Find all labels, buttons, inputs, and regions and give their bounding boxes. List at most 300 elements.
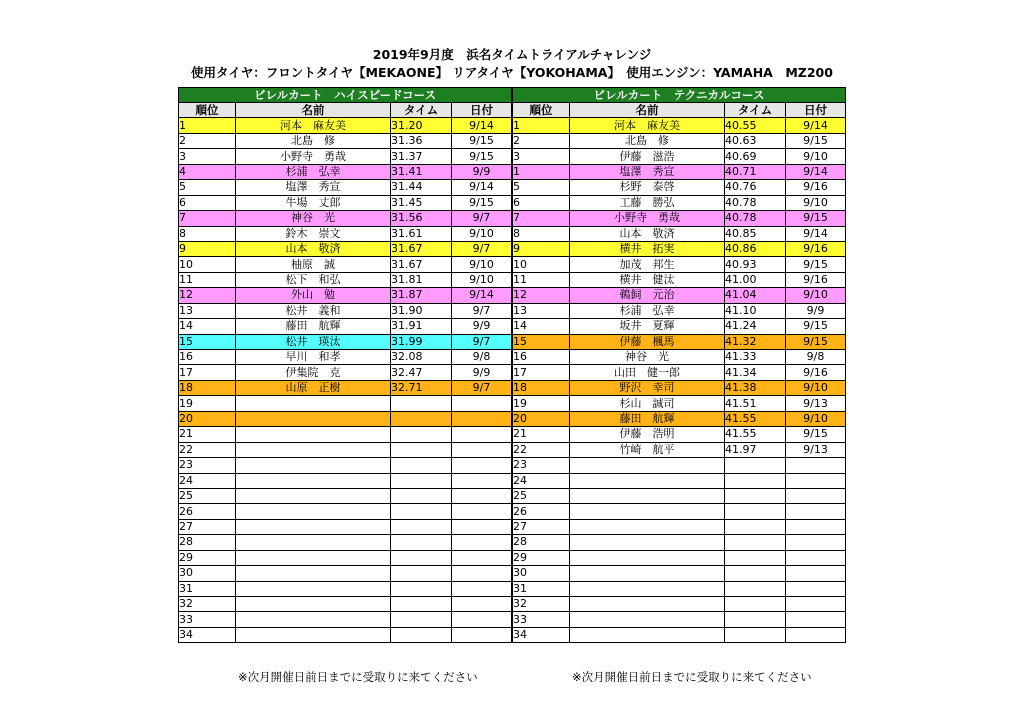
table-row xyxy=(513,118,846,133)
rank-cell: 9 xyxy=(179,241,236,256)
table-row xyxy=(513,288,846,303)
column-header-date: 日付 xyxy=(786,103,846,118)
table-row xyxy=(513,473,846,488)
name-cell: 藤田 航輝 xyxy=(236,319,391,334)
rank-cell: 26 xyxy=(513,504,570,519)
time-cell: 40.76 xyxy=(725,180,786,195)
time-cell xyxy=(725,488,786,503)
rank-cell: 4 xyxy=(179,164,236,179)
footer-note-left: ※次月開催日前日までに受取りに来てください xyxy=(238,670,478,684)
rank-cell: 18 xyxy=(179,380,236,395)
name-cell: 加茂 邦生 xyxy=(570,257,725,272)
rank-cell: 29 xyxy=(513,550,570,565)
rank-cell: 18 xyxy=(513,380,570,395)
time-cell xyxy=(391,612,452,627)
date-cell: 9/15 xyxy=(452,133,512,148)
rank-cell: 13 xyxy=(513,303,570,318)
rank-cell: 5 xyxy=(513,180,570,195)
rank-cell: 34 xyxy=(513,627,570,642)
name-cell xyxy=(570,627,725,642)
time-cell xyxy=(391,550,452,565)
name-cell: 山田 健一郎 xyxy=(570,365,725,380)
time-cell xyxy=(391,427,452,442)
rank-cell: 25 xyxy=(513,488,570,503)
date-cell xyxy=(452,550,512,565)
table-row xyxy=(179,319,512,334)
name-cell xyxy=(570,519,725,534)
table-row xyxy=(513,133,846,148)
table-row xyxy=(179,581,512,596)
rank-cell: 12 xyxy=(179,288,236,303)
name-cell: 横井 健汰 xyxy=(570,272,725,287)
date-cell xyxy=(786,612,846,627)
rank-cell: 1 xyxy=(513,118,570,133)
time-cell xyxy=(725,504,786,519)
time-cell xyxy=(391,535,452,550)
table-row xyxy=(513,272,846,287)
name-cell xyxy=(570,458,725,473)
rank-cell: 34 xyxy=(179,627,236,642)
date-cell xyxy=(786,566,846,581)
date-cell: 9/10 xyxy=(452,257,512,272)
time-cell xyxy=(391,442,452,457)
rank-cell: 30 xyxy=(513,566,570,581)
rank-cell: 13 xyxy=(179,303,236,318)
table-row xyxy=(513,612,846,627)
rank-cell: 17 xyxy=(513,365,570,380)
date-cell: 9/10 xyxy=(786,411,846,426)
date-cell: 9/16 xyxy=(786,272,846,287)
rank-cell: 20 xyxy=(513,411,570,426)
name-cell xyxy=(570,612,725,627)
name-cell xyxy=(236,550,391,565)
name-cell: 鵜飼 元治 xyxy=(570,288,725,303)
time-cell xyxy=(391,519,452,534)
rank-cell: 29 xyxy=(179,550,236,565)
rank-cell: 24 xyxy=(179,473,236,488)
table-row xyxy=(179,241,512,256)
table-row xyxy=(179,226,512,241)
table-row xyxy=(179,519,512,534)
rank-cell: 32 xyxy=(513,597,570,612)
table-row xyxy=(513,458,846,473)
date-cell: 9/10 xyxy=(786,288,846,303)
table-row xyxy=(179,149,512,164)
date-cell: 9/15 xyxy=(786,334,846,349)
date-cell: 9/13 xyxy=(786,396,846,411)
rank-cell: 21 xyxy=(513,427,570,442)
table-row xyxy=(513,581,846,596)
time-cell xyxy=(391,581,452,596)
table-row xyxy=(179,118,512,133)
time-cell xyxy=(725,627,786,642)
time-cell xyxy=(725,458,786,473)
name-cell xyxy=(236,566,391,581)
time-cell: 31.20 xyxy=(391,118,452,133)
time-cell xyxy=(725,473,786,488)
time-cell: 31.36 xyxy=(391,133,452,148)
table-row xyxy=(513,319,846,334)
rank-cell: 16 xyxy=(179,350,236,365)
table-row xyxy=(179,597,512,612)
name-cell xyxy=(236,427,391,442)
time-cell: 41.10 xyxy=(725,303,786,318)
time-cell: 31.67 xyxy=(391,257,452,272)
table-row xyxy=(513,411,846,426)
name-cell: 竹崎 航平 xyxy=(570,442,725,457)
table-row xyxy=(513,180,846,195)
time-cell: 31.37 xyxy=(391,149,452,164)
rank-cell: 15 xyxy=(513,334,570,349)
time-cell: 31.67 xyxy=(391,241,452,256)
date-cell xyxy=(452,442,512,457)
date-cell xyxy=(452,427,512,442)
rank-cell: 21 xyxy=(179,427,236,442)
date-cell: 9/8 xyxy=(786,350,846,365)
name-cell xyxy=(570,535,725,550)
date-cell xyxy=(452,581,512,596)
table-row xyxy=(179,288,512,303)
time-cell: 41.97 xyxy=(725,442,786,457)
name-cell: 伊集院 克 xyxy=(236,365,391,380)
date-cell: 9/16 xyxy=(786,180,846,195)
table-row xyxy=(179,566,512,581)
course-title: ビレルカート ハイスピードコース xyxy=(179,88,512,103)
time-cell: 32.08 xyxy=(391,350,452,365)
column-header-name: 名前 xyxy=(570,103,725,118)
time-cell: 32.71 xyxy=(391,380,452,395)
date-cell xyxy=(786,458,846,473)
rank-cell: 25 xyxy=(179,488,236,503)
time-cell: 31.61 xyxy=(391,226,452,241)
name-cell: 横井 拓実 xyxy=(570,241,725,256)
table-row xyxy=(513,380,846,395)
date-cell: 9/15 xyxy=(452,195,512,210)
rank-cell: 19 xyxy=(513,396,570,411)
date-cell: 9/14 xyxy=(786,164,846,179)
name-cell xyxy=(570,473,725,488)
date-cell: 9/7 xyxy=(452,303,512,318)
name-cell xyxy=(236,597,391,612)
date-cell: 9/10 xyxy=(786,195,846,210)
name-cell: 河本 麻友美 xyxy=(236,118,391,133)
page-subtitle: 使用タイヤ：フロントタイヤ【MEKAONE】 リアタイヤ【YOKOHAMA】 使用エンジン：YAMAHA MZ200 xyxy=(191,65,833,80)
table-row xyxy=(513,535,846,550)
time-cell xyxy=(391,411,452,426)
name-cell: 小野寺 勇哉 xyxy=(236,149,391,164)
name-cell xyxy=(570,488,725,503)
date-cell: 9/14 xyxy=(786,226,846,241)
name-cell: 塩澤 秀宣 xyxy=(236,180,391,195)
name-cell xyxy=(236,411,391,426)
rank-cell: 24 xyxy=(513,473,570,488)
time-cell xyxy=(391,597,452,612)
time-cell: 41.32 xyxy=(725,334,786,349)
time-cell: 31.56 xyxy=(391,211,452,226)
time-cell xyxy=(725,581,786,596)
date-cell: 9/9 xyxy=(786,303,846,318)
date-cell xyxy=(786,535,846,550)
name-cell xyxy=(236,504,391,519)
time-cell: 41.38 xyxy=(725,380,786,395)
time-cell xyxy=(725,597,786,612)
name-cell xyxy=(236,535,391,550)
date-cell: 9/9 xyxy=(452,164,512,179)
table-row xyxy=(513,442,846,457)
name-cell: 杉浦 弘幸 xyxy=(570,303,725,318)
time-cell: 41.55 xyxy=(725,411,786,426)
table-row xyxy=(513,488,846,503)
date-cell: 9/7 xyxy=(452,211,512,226)
table-row xyxy=(513,149,846,164)
footer-note-right: ※次月開催日前日までに受取りに来てください xyxy=(572,670,812,684)
time-cell: 31.45 xyxy=(391,195,452,210)
table-row xyxy=(179,458,512,473)
date-cell xyxy=(786,473,846,488)
table-row xyxy=(179,350,512,365)
name-cell: 山原 正樹 xyxy=(236,380,391,395)
name-cell: 野沢 幸司 xyxy=(570,380,725,395)
name-cell: 柚原 誠 xyxy=(236,257,391,272)
date-cell: 9/7 xyxy=(452,380,512,395)
name-cell: 松井 瑛汰 xyxy=(236,334,391,349)
date-cell: 9/10 xyxy=(452,272,512,287)
rank-cell: 17 xyxy=(179,365,236,380)
table-row xyxy=(179,180,512,195)
column-header-time: タイム xyxy=(725,103,786,118)
date-cell xyxy=(786,504,846,519)
name-cell xyxy=(570,581,725,596)
table-row xyxy=(513,303,846,318)
table-row xyxy=(513,519,846,534)
time-cell xyxy=(391,458,452,473)
rank-cell: 33 xyxy=(179,612,236,627)
date-cell: 9/9 xyxy=(452,319,512,334)
time-cell: 40.69 xyxy=(725,149,786,164)
date-cell xyxy=(452,566,512,581)
rank-cell: 6 xyxy=(513,195,570,210)
name-cell: 松井 義和 xyxy=(236,303,391,318)
time-cell: 32.47 xyxy=(391,365,452,380)
name-cell: 山本 敬済 xyxy=(236,241,391,256)
time-cell: 31.44 xyxy=(391,180,452,195)
date-cell: 9/14 xyxy=(452,288,512,303)
time-cell: 31.99 xyxy=(391,334,452,349)
time-cell xyxy=(725,519,786,534)
time-cell: 41.34 xyxy=(725,365,786,380)
time-cell: 41.33 xyxy=(725,350,786,365)
table-row xyxy=(179,303,512,318)
table-row xyxy=(179,257,512,272)
date-cell xyxy=(452,519,512,534)
name-cell: 牛場 丈郎 xyxy=(236,195,391,210)
table-row xyxy=(179,550,512,565)
column-header-date: 日付 xyxy=(452,103,512,118)
date-cell xyxy=(452,535,512,550)
time-cell xyxy=(391,566,452,581)
date-cell: 9/15 xyxy=(452,149,512,164)
date-cell: 9/7 xyxy=(452,334,512,349)
table-row xyxy=(513,504,846,519)
date-cell: 9/10 xyxy=(786,380,846,395)
table-row xyxy=(179,442,512,457)
date-cell: 9/15 xyxy=(786,211,846,226)
rank-cell: 14 xyxy=(179,319,236,334)
date-cell xyxy=(786,627,846,642)
rank-cell: 5 xyxy=(179,180,236,195)
date-cell xyxy=(452,627,512,642)
rank-cell: 10 xyxy=(179,257,236,272)
name-cell: 山本 敬済 xyxy=(570,226,725,241)
rank-cell: 10 xyxy=(513,257,570,272)
name-cell: 神谷 光 xyxy=(236,211,391,226)
name-cell: 杉山 誠司 xyxy=(570,396,725,411)
table-row xyxy=(513,427,846,442)
name-cell: 伊藤 浩明 xyxy=(570,427,725,442)
name-cell: 早川 和孝 xyxy=(236,350,391,365)
table-row xyxy=(179,473,512,488)
rank-cell: 22 xyxy=(513,442,570,457)
high-speed-course-table xyxy=(178,87,512,643)
date-cell: 9/14 xyxy=(452,180,512,195)
date-cell xyxy=(452,612,512,627)
rank-cell: 16 xyxy=(513,350,570,365)
table-row xyxy=(179,504,512,519)
column-header-rank: 順位 xyxy=(513,103,570,118)
table-row xyxy=(179,365,512,380)
rank-cell: 7 xyxy=(513,211,570,226)
time-cell: 31.41 xyxy=(391,164,452,179)
name-cell: 松下 和弘 xyxy=(236,272,391,287)
table-row xyxy=(179,627,512,642)
time-cell xyxy=(725,550,786,565)
rank-cell: 3 xyxy=(179,149,236,164)
name-cell xyxy=(236,519,391,534)
name-cell: 外山 勉 xyxy=(236,288,391,303)
name-cell xyxy=(570,504,725,519)
technical-course-table xyxy=(512,87,846,643)
table-row xyxy=(513,350,846,365)
rank-cell: 8 xyxy=(513,226,570,241)
table-row xyxy=(513,365,846,380)
name-cell: 工藤 勝弘 xyxy=(570,195,725,210)
date-cell xyxy=(786,519,846,534)
rank-cell: 26 xyxy=(179,504,236,519)
table-row xyxy=(513,566,846,581)
date-cell xyxy=(452,396,512,411)
table-row xyxy=(179,133,512,148)
name-cell xyxy=(236,396,391,411)
rank-cell: 6 xyxy=(179,195,236,210)
time-cell: 40.93 xyxy=(725,257,786,272)
date-cell: 9/10 xyxy=(452,226,512,241)
rank-cell: 9 xyxy=(513,241,570,256)
time-cell xyxy=(725,535,786,550)
date-cell: 9/8 xyxy=(452,350,512,365)
rank-cell: 30 xyxy=(179,566,236,581)
time-cell: 31.81 xyxy=(391,272,452,287)
rank-cell: 23 xyxy=(179,458,236,473)
table-row xyxy=(513,241,846,256)
table-row xyxy=(179,488,512,503)
name-cell: 北島 修 xyxy=(236,133,391,148)
rank-cell: 15 xyxy=(179,334,236,349)
name-cell: 藤田 航輝 xyxy=(570,411,725,426)
course-title: ビレルカート テクニカルコース xyxy=(513,88,846,103)
name-cell: 小野寺 勇哉 xyxy=(570,211,725,226)
date-cell xyxy=(786,581,846,596)
time-cell xyxy=(391,488,452,503)
name-cell: 鈴木 崇文 xyxy=(236,226,391,241)
table-row xyxy=(179,427,512,442)
time-cell: 31.91 xyxy=(391,319,452,334)
name-cell: 北島 修 xyxy=(570,133,725,148)
name-cell xyxy=(570,597,725,612)
time-cell: 41.00 xyxy=(725,272,786,287)
name-cell: 杉浦 弘幸 xyxy=(236,164,391,179)
table-row xyxy=(513,164,846,179)
date-cell xyxy=(452,473,512,488)
table-row xyxy=(179,411,512,426)
date-cell: 9/9 xyxy=(452,365,512,380)
table-row xyxy=(513,627,846,642)
date-cell xyxy=(452,488,512,503)
time-cell xyxy=(725,566,786,581)
name-cell: 伊藤 滋浩 xyxy=(570,149,725,164)
rank-cell: 2 xyxy=(179,133,236,148)
date-cell: 9/14 xyxy=(452,118,512,133)
name-cell xyxy=(236,442,391,457)
table-row xyxy=(179,164,512,179)
time-cell: 31.87 xyxy=(391,288,452,303)
page-title: 2019年9月度 浜名タイムトライアルチャレンジ xyxy=(372,47,652,62)
rank-cell: 8 xyxy=(179,226,236,241)
table-row xyxy=(179,380,512,395)
date-cell: 9/15 xyxy=(786,133,846,148)
date-cell: 9/13 xyxy=(786,442,846,457)
time-cell: 40.63 xyxy=(725,133,786,148)
time-cell: 40.71 xyxy=(725,164,786,179)
rank-cell: 22 xyxy=(179,442,236,457)
rank-cell: 19 xyxy=(179,396,236,411)
date-cell: 9/15 xyxy=(786,319,846,334)
rank-cell: 31 xyxy=(513,581,570,596)
table-row xyxy=(513,195,846,210)
time-cell xyxy=(391,504,452,519)
table-row xyxy=(513,257,846,272)
rank-cell: 33 xyxy=(513,612,570,627)
rank-cell: 2 xyxy=(513,133,570,148)
time-cell xyxy=(391,473,452,488)
time-cell: 41.24 xyxy=(725,319,786,334)
date-cell xyxy=(452,504,512,519)
rank-cell: 11 xyxy=(179,272,236,287)
table-row xyxy=(179,612,512,627)
column-header-rank: 順位 xyxy=(179,103,236,118)
table-row xyxy=(513,334,846,349)
table-row xyxy=(179,396,512,411)
name-cell xyxy=(236,612,391,627)
table-row xyxy=(513,597,846,612)
date-cell: 9/10 xyxy=(786,149,846,164)
rank-cell: 32 xyxy=(179,597,236,612)
column-header-time: タイム xyxy=(391,103,452,118)
date-cell xyxy=(452,411,512,426)
date-cell: 9/16 xyxy=(786,365,846,380)
name-cell: 塩澤 秀宣 xyxy=(570,164,725,179)
date-cell: 9/7 xyxy=(452,241,512,256)
time-cell: 40.78 xyxy=(725,211,786,226)
